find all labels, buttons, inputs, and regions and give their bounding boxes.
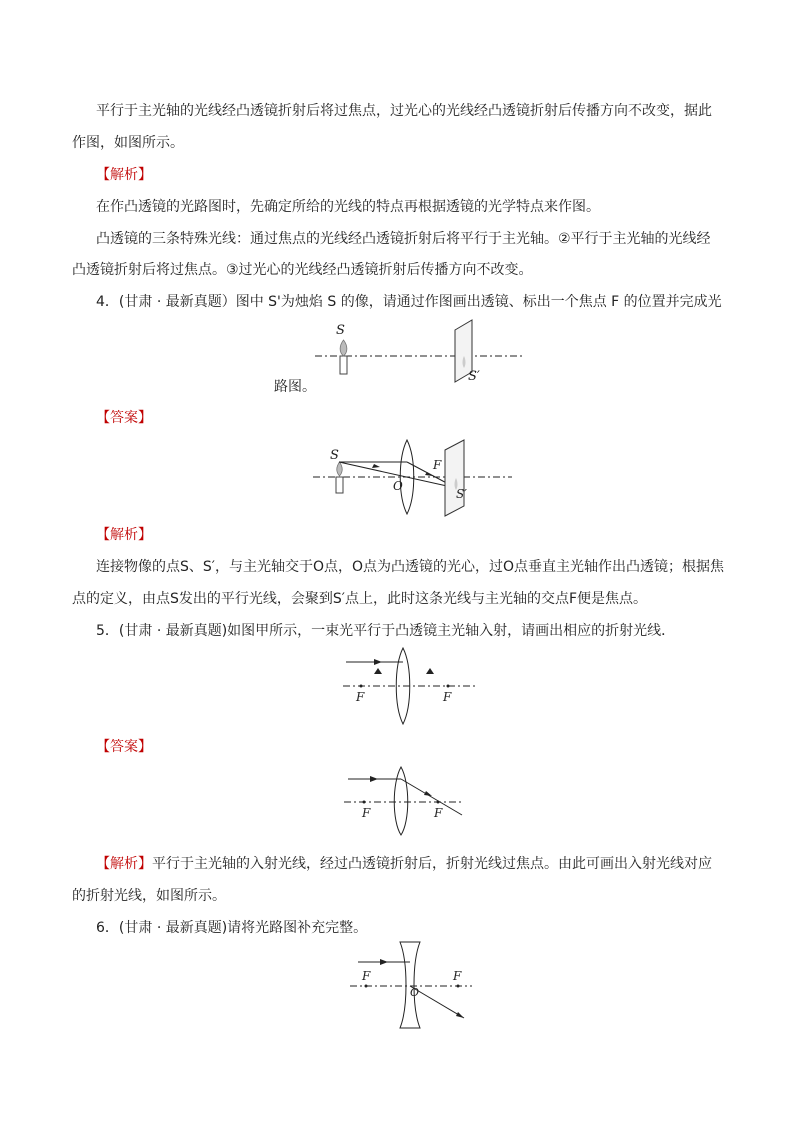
label-f-right: F <box>443 690 452 704</box>
label-s-prime: S′ <box>468 369 480 384</box>
answer-5-figure <box>340 765 470 841</box>
arrowhead <box>380 959 388 965</box>
candle <box>340 356 347 374</box>
text-line: 点的定义，由点S发出的平行光线，会聚到S′点上，此时这条光线与主光轴的交点F便是焦点。 <box>72 591 648 607</box>
text-line: 平行于主光轴的光线经凸透镜折射后将过焦点，过光心的光线经凸透镜折射后传播方向不改变，据此 <box>96 103 712 119</box>
label-f-right: F <box>453 969 462 983</box>
arrowhead <box>374 659 382 665</box>
label-o: O <box>410 986 420 999</box>
section-tag-analysis: 【解析】 <box>96 167 152 183</box>
q6-figure <box>346 940 476 1034</box>
focus-point <box>457 985 460 988</box>
question-5-stem: 5．(甘肃 · 最新真题)如图甲所示，一束光平行于凸透镜主光轴入射，请画出相应的折射光线． <box>96 623 676 639</box>
flame <box>340 340 347 356</box>
focus-point <box>365 985 368 988</box>
label-f-left: F <box>356 690 365 704</box>
arrowhead <box>456 1012 464 1018</box>
flame <box>337 462 342 476</box>
question-6-stem: 6．(甘肃 · 最新真题)请将光路图补充完整。 <box>96 920 368 936</box>
label-s-prime: S′ <box>456 487 467 501</box>
q5-figure <box>338 646 480 732</box>
label-f-right: F <box>434 806 443 820</box>
analysis-text: 平行于主光轴的入射光线，经过凸透镜折射后，折射光线过焦点。由此可画出入射光线对应 <box>152 856 712 872</box>
triangle-marker <box>374 668 382 674</box>
label-f: F <box>433 458 442 472</box>
question-4-tail: 路图。 <box>274 379 316 395</box>
section-tag-analysis: 【解析】 <box>96 527 152 543</box>
focus-point <box>447 685 450 688</box>
arrowhead <box>372 464 380 468</box>
arrowhead <box>424 791 432 796</box>
arrowhead <box>370 776 378 782</box>
convex-lens <box>394 767 408 835</box>
label-o: O <box>393 479 403 493</box>
text-line: 在作凸透镜的光路图时，先确定所给的光线的特点再根据透镜的光学特点来作图。 <box>96 199 600 215</box>
focus-point <box>437 801 440 804</box>
text-line <box>96 854 712 874</box>
text-line: 凸透镜折射后将过焦点。③过光心的光线经凸透镜折射后传播方向不改变。 <box>72 262 533 278</box>
triangle-marker <box>426 668 434 674</box>
label-s: S <box>330 448 339 463</box>
answer-4-figure <box>308 438 518 524</box>
question-4-stem: 4．(甘肃 · 最新真题）图中 S'为烛焰 S 的像，请通过作图画出透镜、标出一个焦点 F 的位置并完成光 <box>96 294 722 310</box>
text-line: 凸透镜的三条特殊光线：通过焦点的光线经凸透镜折射后将平行于主光轴。②平行于主光轴的光线经 <box>96 231 711 247</box>
screen <box>445 440 464 516</box>
section-tag-answer: 【答案】 <box>96 739 152 755</box>
candle <box>336 477 343 493</box>
label-f-left: F <box>362 806 371 820</box>
focus-point <box>360 685 363 688</box>
text-line: 作图，如图所示。 <box>72 135 184 151</box>
text-line: 的折射光线，如图所示。 <box>72 888 226 904</box>
q4-figure <box>310 318 530 394</box>
section-tag-answer: 【答案】 <box>96 410 152 426</box>
focus-point <box>363 801 366 804</box>
refracted-ray <box>401 779 462 815</box>
text-line: 连接物像的点S、S′，与主光轴交于O点，O点为凸透镜的光心，过O点垂直主光轴作出凸透镜；根据焦 <box>96 559 725 575</box>
label-s: S <box>336 323 345 338</box>
concave-lens <box>400 942 420 1028</box>
section-tag-analysis: 【解析】 <box>96 856 152 872</box>
label-f-left: F <box>362 969 371 983</box>
